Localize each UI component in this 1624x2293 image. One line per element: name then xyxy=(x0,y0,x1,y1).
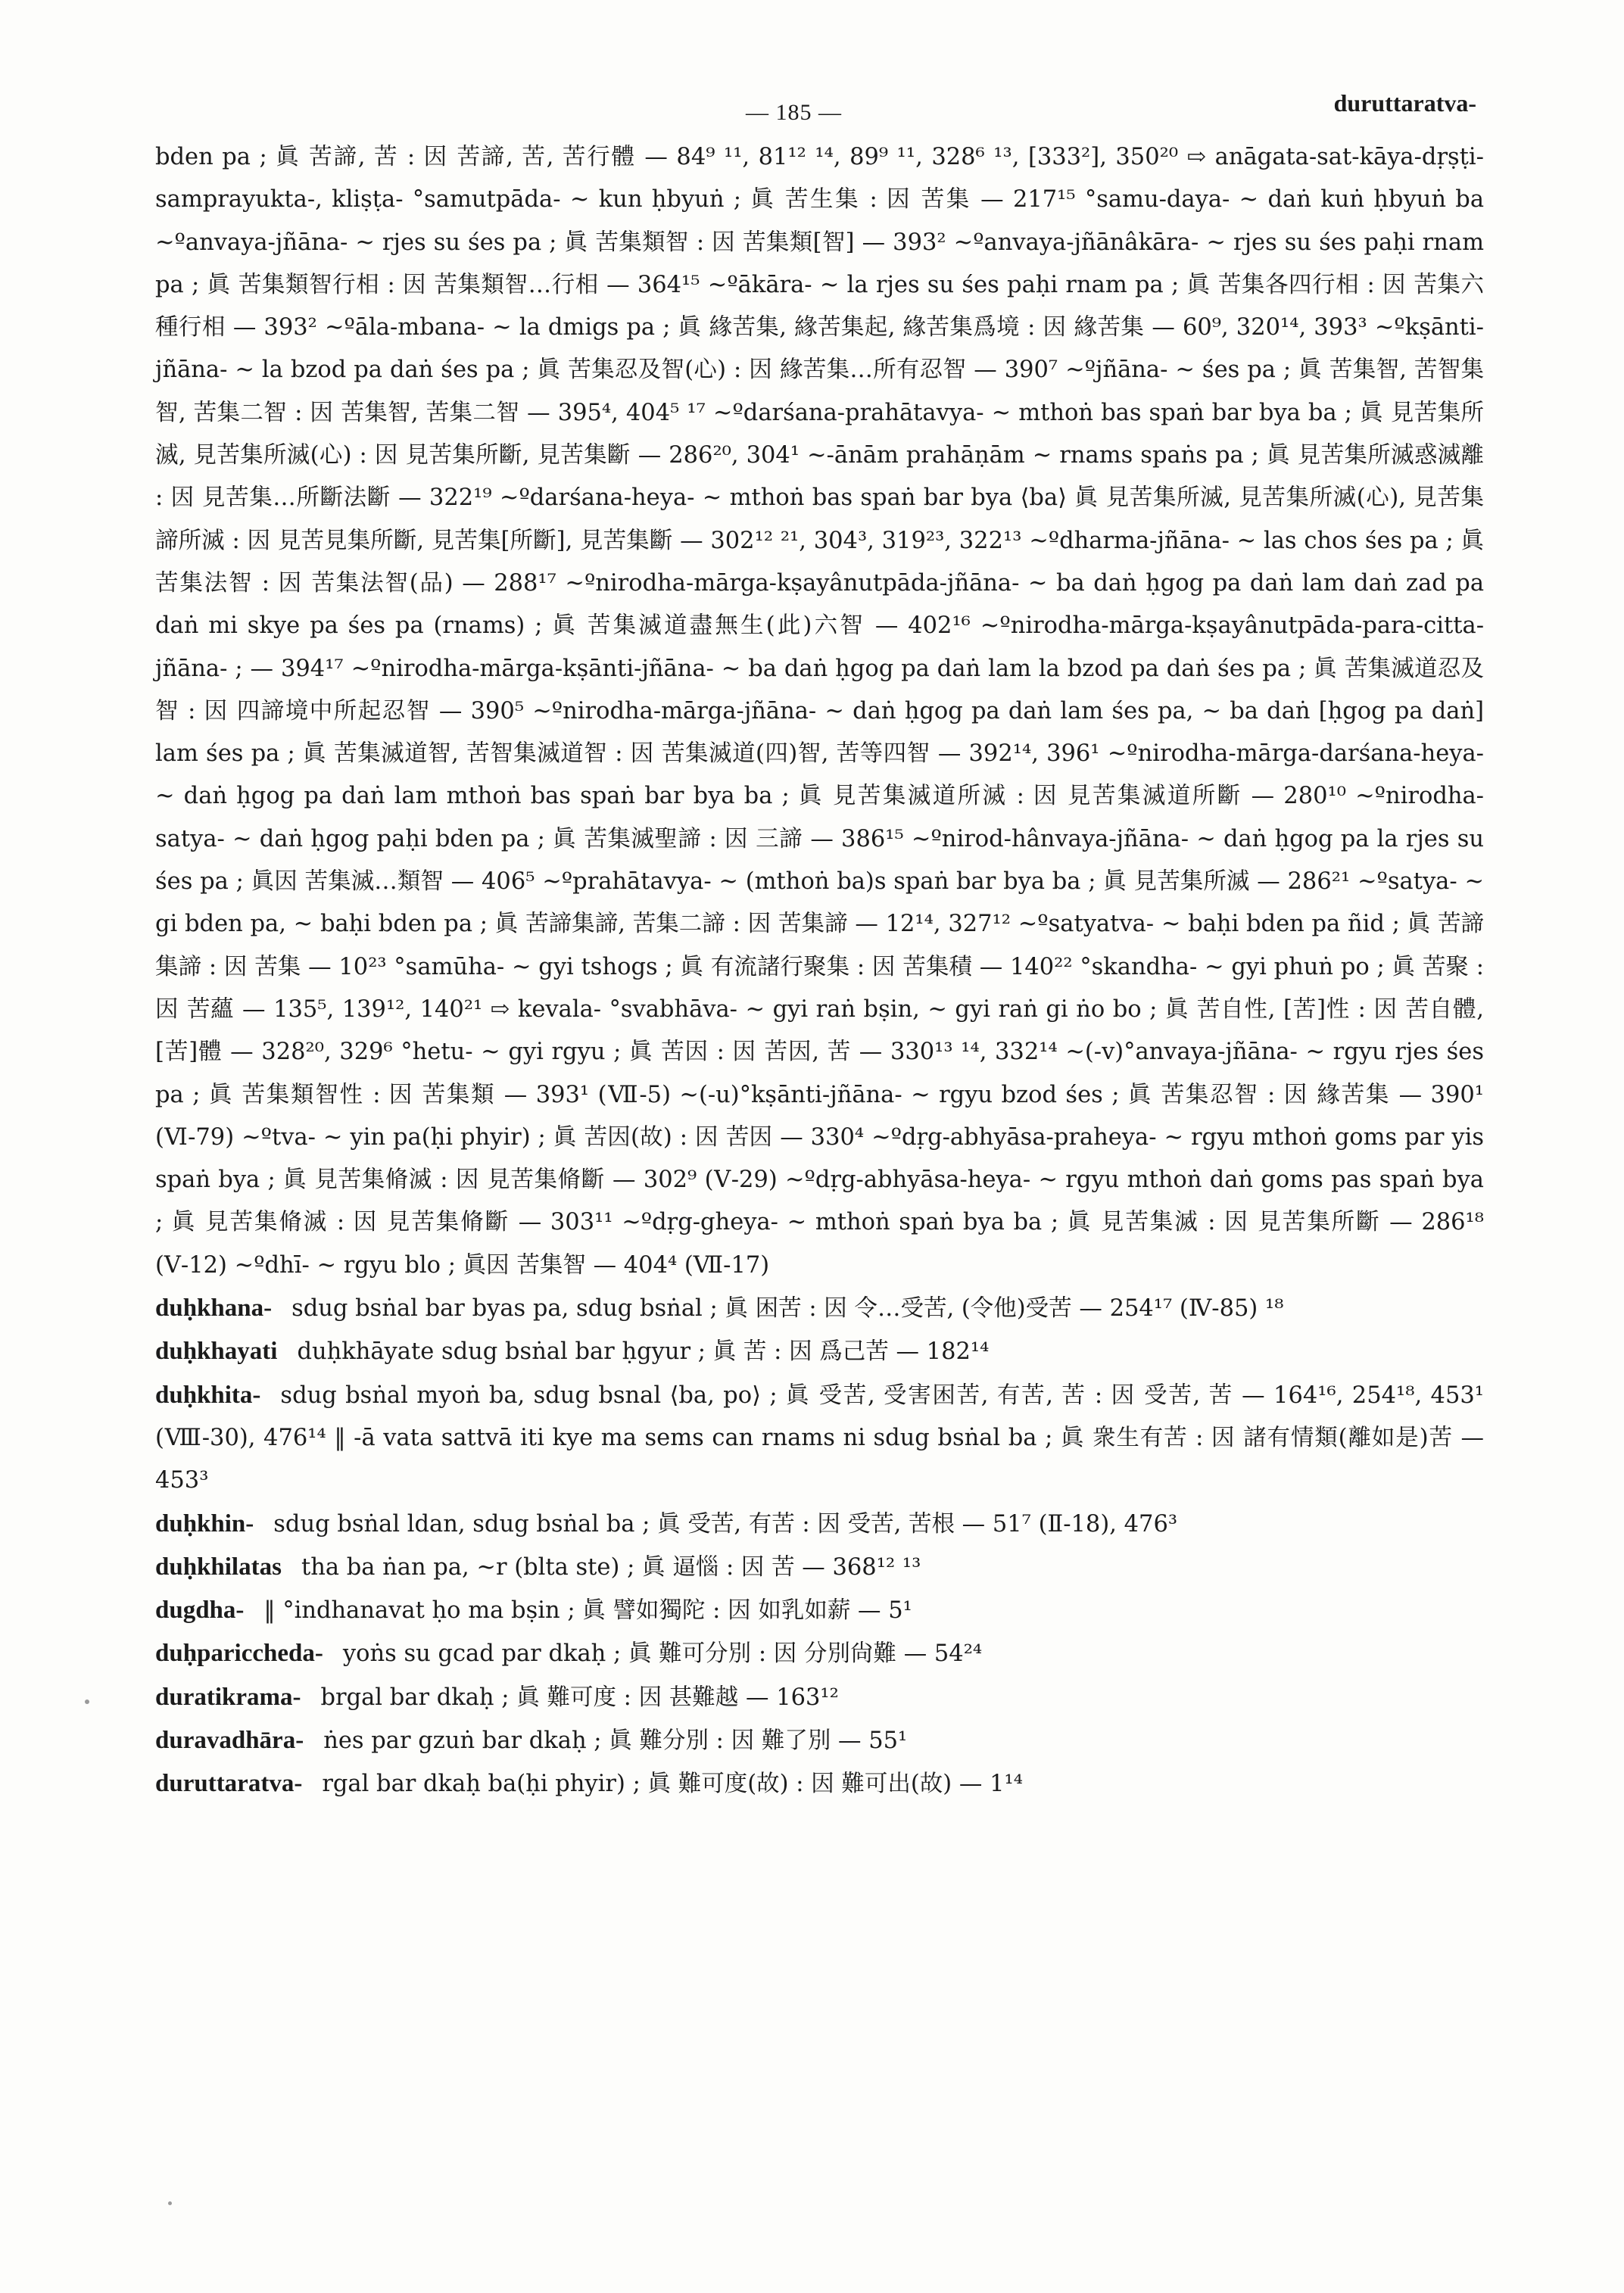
continuation-paragraph: bden pa ; 眞 苦諦, 苦 : 因 苦諦, 苦, 苦行體 — 84⁹ ¹¹, 81¹² ¹⁴, 89⁹ ¹¹, 328⁶ ¹³, [333²], 350²⁰ ⇨ anāgata-sat-kāya-dṛṣṭi-samprayukta-, kliṣṭa- °samutpāda- ~ kun ḥbyuṅ ; 眞 苦生集 : 因 苦集 — 217¹⁵ °samu-daya- ~ daṅ kuṅ ḥbyuṅ ba ~ºanvaya-jñāna- ~ rjes su śes pa ; 眞 苦集類智 : 因 苦集類[智] — 393² ~ºanvaya-jñānâkāra- ~ rjes su śes paḥi rnam pa ; 眞 苦集類智行相 : 因 苦集類智…行相 — 364¹⁵ ~ºākāra- ~ la rjes su śes paḥi rnam pa ; 眞 苦集各四行相 : 因 苦集六種行相 — 393² ~ºāla-mbana- ~ la dmigs pa ; 眞 緣苦集, 緣苦集起, 緣苦集爲境 : 因 緣苦集 — 60⁹, 320¹⁴, 393³ ~ºkṣānti-jñāna- ~ la bzod pa daṅ śes pa ; 眞 苦集忍及智(心) : 因 緣苦集…所有忍智 — 390⁷ ~ºjñāna- ~ śes pa ; 眞 苦集智, 苦智集智, 苦集二智 : 因 苦集智, 苦集二智 — 395⁴, 404⁵ ¹⁷ ~ºdarśana-prahātavya- ~ mthoṅ bas spaṅ bar bya ba ; 眞 見苦集所滅, 見苦集所滅(心) : 因 見苦集所斷, 見苦集斷 — 286²⁰, 304¹ ~-ānām prahāṇām ~ rnams spaṅs pa ; 眞 見苦集所滅惑滅離 : 因 見苦集…所斷法斷 — 322¹⁹ ~ºdarśana-heya- ~ mthoṅ bas spaṅ bar bya ⟨ba⟩ 眞 見苦集所滅, 見苦集所滅(心), 見苦集諦所滅 : 因 見苦見集所斷, 見苦集[所斷], 見苦集斷 — 302¹² ²¹, 304³, 319²³, 322¹³ ~ºdharma-jñāna- ~ las chos śes pa ; 眞 苦集法智 : 因 苦集法智(品) — 288¹⁷ ~ºnirodha-mārga-kṣayânutpāda-jñāna- ~ ba daṅ ḥgog pa daṅ lam daṅ zad pa daṅ mi skye pa śes pa (rnams) ; 眞 苦集滅道盡無生(此)六智 — 402¹⁶ ~ºnirodha-mārga-kṣayânutpāda-para-citta-jñāna- ; — 394¹⁷ ~ºnirodha-mārga-kṣānti-jñāna- ~ ba daṅ ḥgog pa daṅ lam la bzod pa daṅ śes pa ; 眞 苦集滅道忍及智 : 因 四諦境中所起忍智 — 390⁵ ~ºnirodha-mārga-jñāna- ~ daṅ ḥgog pa daṅ lam śes pa, ~ ba daṅ [ḥgog pa daṅ] lam śes pa ; 眞 苦集滅道智, 苦智集滅道智 : 因 苦集滅道(四)智, 苦等四智 — 392¹⁴, 396¹ ~ºnirodha-mārga-darśana-heya- ~ daṅ ḥgog pa daṅ lam mthoṅ bas spaṅ bar bya ba ; 眞 見苦集滅道所滅 : 因 見苦集滅道所斷 — 280¹⁰ ~ºnirodha-satya- ~ daṅ ḥgog paḥi bden pa ; 眞 苦集滅聖諦 : 因 三諦 — 386¹⁵ ~ºnirod-hânvaya-jñāna- ~ daṅ ḥgog pa la rjes su śes pa ; 眞因 苦集滅…類智 — 406⁵ ~ºprahātavya- ~ (mthoṅ ba)s spaṅ bar bya ba ; 眞 見苦集所滅 — 286²¹ ~ºsatya- ~ gi bden pa, ~ baḥi bden pa ; 眞 苦諦集諦, 苦集二諦 : 因 苦集諦 — 12¹⁴, 327¹² ~ºsatyatva- ~ baḥi bden pa ñid ; 眞 苦諦集諦 : 因 苦集 — 10²³ °samūha- ~ gyi tshogs ; 眞 有流諸行聚集 : 因 苦集積 — 140²² °skandha- ~ gyi phuṅ po ; 眞 苦聚 : 因 苦蘊 — 135⁵, 139¹², 140²¹ ⇨ kevala- °svabhāva- ~ gyi raṅ bṣin, ~ gyi raṅ gi ṅo bo ; 眞 苦自性, [苦]性 : 因 苦自體, [苦]體 — 328²⁰, 329⁶ °hetu- ~ gyi rgyu ; 眞 苦因 : 因 苦因, 苦 — 330¹³ ¹⁴, 332¹⁴ ~(-v)°anvaya-jñāna- ~ rgyu rjes śes pa ; 眞 苦集類智性 : 因 苦集類 — 393¹ (Ⅶ-5) ~(-u)°kṣānti-jñāna- ~ rgyu bzod śes ; 眞 苦集忍智 : 因 緣苦集 — 390¹ (Ⅵ-79) ~ºtva- ~ yin pa(ḥi phyir) ; 眞 苦因(故) : 因 苦因 — 330⁴ ~ºdṛg-abhyāsa-praheya- ~ rgyu mthoṅ goms par yis spaṅ bya ; 眞 見苦集脩滅 : 因 見苦集脩斷 — 302⁹ (Ⅴ-29) ~ºdṛg-abhyāsa-heya- ~ rgyu mthoṅ daṅ goms pas spaṅ bya ; 眞 見苦集脩滅 : 因 見苦集脩斷 — 303¹¹ ~ºdṛg-gheya- ~ mthoṅ spaṅ bya ba ; 眞 見苦集滅 : 因 見苦集所斷 — 286¹⁸ (Ⅴ-12) ~ºdhī- ~ rgyu blo ; 眞因 苦集智 — 404⁴ (Ⅶ-17) xyxy=(155,144,1484,1279)
dictionary-entry xyxy=(155,1503,1484,1546)
entry-definition: duḥkhāyate sdug bsṅal bar ḥgyur ; 眞 苦 : 因 爲己苦 — 182¹⁴ xyxy=(297,1338,990,1366)
dictionary-entry xyxy=(155,1589,1484,1632)
entry-headword: duḥpariccheda- xyxy=(155,1640,323,1668)
entry-headword: duḥkhayati xyxy=(155,1338,278,1366)
dictionary-entry xyxy=(155,1330,1484,1373)
page-body xyxy=(155,136,1484,1806)
entry-definition: ṅes par gzuṅ bar dkaḥ ; 眞 難分別 : 因 難了別 — 55¹ xyxy=(323,1727,908,1754)
scan-speck xyxy=(168,2201,172,2205)
dictionary-entry xyxy=(155,1632,1484,1675)
page-number: — 185 — xyxy=(746,100,842,125)
dictionary-entry xyxy=(155,1676,1484,1719)
page-header xyxy=(0,83,1624,129)
entry-headword: duruttaratva- xyxy=(155,1770,303,1798)
entry-definition: rgal bar dkaḥ ba(ḥi phyir) ; 眞 難可度(故) : 因 難可出(故) — 1¹⁴ xyxy=(322,1771,1023,1798)
entry-headword: duḥkhana- xyxy=(155,1294,273,1323)
dictionary-entry xyxy=(155,1287,1484,1330)
entry-definition: sdug bsṅal myoṅ ba, sdug bsnal ⟨ba, po⟩ ; 眞 受苦, 受害困苦, 有苦, 苦 : 因 受苦, 苦 — 164¹⁶, 254¹⁸, 453¹ (Ⅷ-30), 476¹⁴ ‖ -ā vata sattvā iti kye ma sems can rnams ni sdug bsṅal ba ; 眞 衆生有苦 : 因 諸有情類(離如是)苦 — 453³ xyxy=(155,1382,1484,1494)
entry-headword: duratikrama- xyxy=(155,1683,301,1711)
entry-definition: tha ba ṅan pa, ~r (blta ste) ; 眞 逼惱 : 因 苦 — 368¹² ¹³ xyxy=(301,1553,921,1581)
entry-definition: ‖ °indhanavat ḥo ma bṣin ; 眞 譬如獨陀 : 因 如乳如薪 — 5¹ xyxy=(263,1597,912,1625)
entry-definition: sdug bsṅal ldan, sdug bsṅal ba ; 眞 受苦, 有苦 : 因 受苦, 苦根 — 51⁷ (Ⅱ-18), 476³ xyxy=(273,1510,1178,1537)
dictionary-entry xyxy=(155,1546,1484,1589)
dictionary-entry xyxy=(155,1374,1484,1503)
entry-headword: dugdha- xyxy=(155,1597,245,1625)
entry-headword: duḥkhita- xyxy=(155,1381,261,1409)
scan-speck xyxy=(85,1699,89,1704)
dictionary-entry xyxy=(155,1719,1484,1762)
dictionary-entry xyxy=(155,1762,1484,1805)
entry-headword: duḥkhilatas xyxy=(155,1553,282,1581)
running-head: duruttaratva- xyxy=(1333,89,1476,117)
entry-headword: duravadhāra- xyxy=(155,1726,304,1754)
entry-definition: yoṅs su gcad par dkaḥ ; 眞 難可分別 : 因 分別尙難 — 54²⁴ xyxy=(342,1640,983,1668)
entry-definition: brgal bar dkaḥ ; 眞 難可度 : 因 甚難越 — 163¹² xyxy=(320,1684,839,1711)
entry-definition: sdug bsṅal bar byas pa, sdug bsṅal ; 眞 困苦 : 因 令…受苦, (令他)受苦 — 254¹⁷ (Ⅳ-85) ¹⁸ xyxy=(291,1295,1284,1323)
entry-headword: duḥkhin- xyxy=(155,1509,254,1537)
